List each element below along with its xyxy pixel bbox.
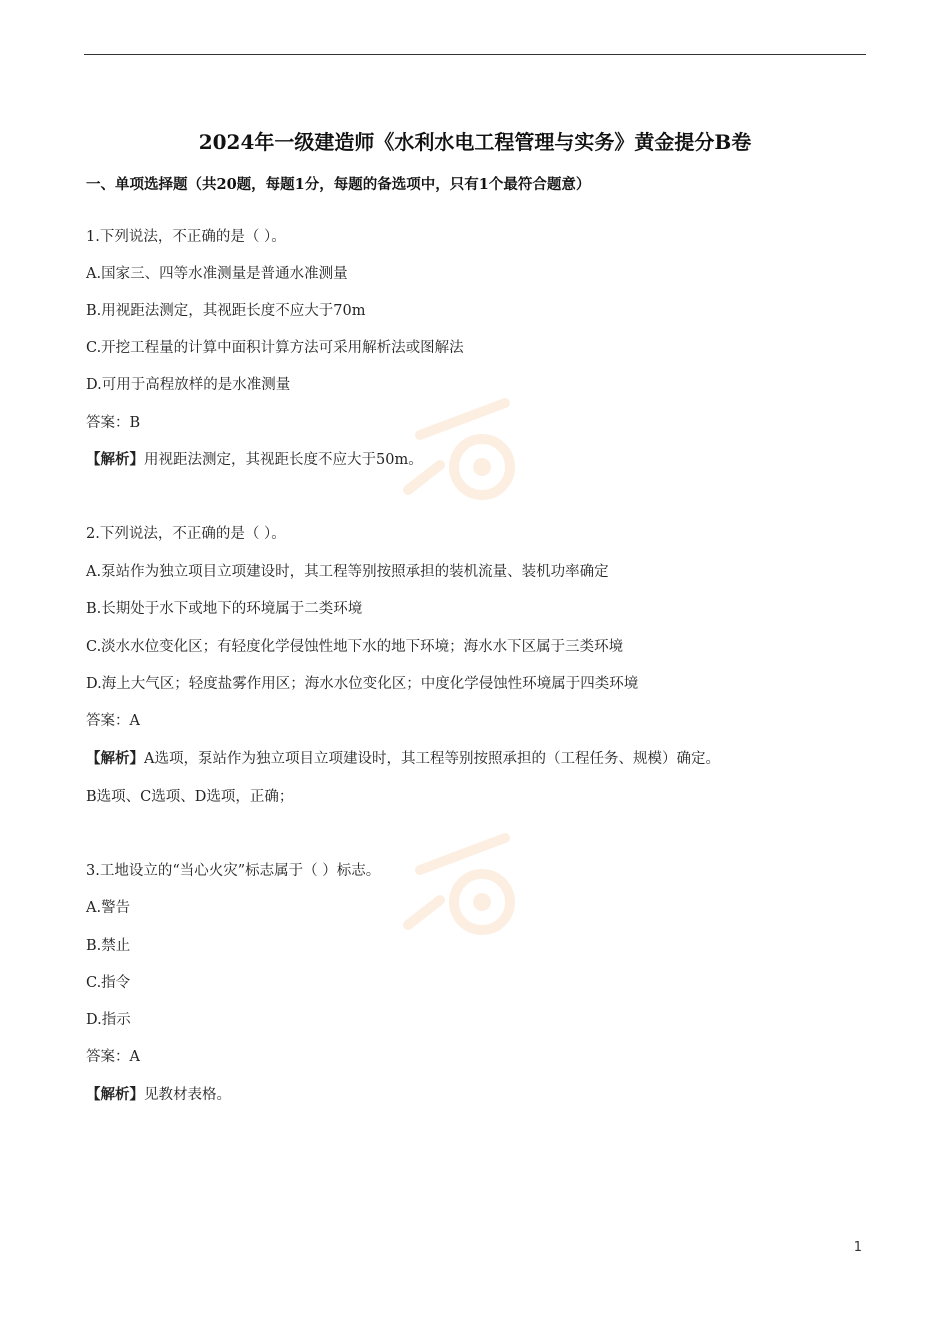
- analysis-label: 【解析】: [86, 750, 144, 767]
- question-1-analysis: [86, 448, 423, 469]
- question-1-stem: 1.下列说法，不正确的是（ ）。: [86, 229, 286, 245]
- question-1-option-d: D.可用于高程放样的是水准测量: [86, 377, 291, 393]
- question-3-option-d: D.指示: [86, 1012, 131, 1028]
- question-2-analysis-continued: B选项、C选项、D选项，正确；: [86, 789, 294, 805]
- question-1-answer: 答案：B: [86, 415, 141, 431]
- watermark-logo-icon: [400, 830, 530, 940]
- section-heading: 一、单项选择题（共20题，每题1分，每题的备选项中，只有1个最符合题意）: [86, 176, 591, 193]
- analysis-text: 见教材表格。: [144, 1087, 231, 1103]
- document-title: 2024年一级建造师《水利水电工程管理与实务》黄金提分B卷: [198, 130, 752, 154]
- analysis-label: 【解析】: [86, 451, 144, 468]
- analysis-text: A选项，泵站作为独立项目立项建设时，其工程等别按照承担的（工程任务、规模）确定。: [144, 751, 720, 767]
- question-1-option-a: A.国家三、四等水准测量是普通水准测量: [86, 266, 348, 282]
- question-3-option-a: A.警告: [86, 900, 131, 916]
- question-3-answer: 答案：A: [86, 1049, 140, 1065]
- question-2-option-d: D.海上大气区；轻度盐雾作用区；海水水位变化区；中度化学侵蚀性环境属于四类环境: [86, 676, 639, 692]
- question-2-analysis: [86, 747, 720, 768]
- question-3-analysis: [86, 1083, 231, 1104]
- analysis-label: 【解析】: [86, 1086, 144, 1103]
- page-number: 1: [853, 1240, 862, 1255]
- analysis-text: 用视距法测定，其视距长度不应大于50m。: [144, 452, 423, 468]
- question-3-option-c: C.指令: [86, 975, 131, 991]
- question-1-option-c: C.开挖工程量的计算中面积计算方法可采用解析法或图解法: [86, 340, 464, 356]
- question-3-stem: 3.工地设立的“当心火灾”标志属于（ ）标志。: [86, 863, 381, 879]
- question-2-option-c: C.淡水水位变化区；有轻度化学侵蚀性地下水的地下环境；海水水下区属于三类环境: [86, 639, 624, 655]
- question-2-option-b: B.长期处于水下或地下的环境属于二类环境: [86, 601, 363, 617]
- question-2-answer: 答案：A: [86, 713, 140, 729]
- question-2-stem: 2.下列说法，不正确的是（ ）。: [86, 526, 286, 542]
- question-2-option-a: A.泵站作为独立项目立项建设时，其工程等别按照承担的装机流量、装机功率确定: [86, 564, 609, 580]
- header-rule: [84, 54, 866, 55]
- question-1-option-b: B.用视距法测定，其视距长度不应大于70m: [86, 303, 366, 319]
- question-3-option-b: B.禁止: [86, 938, 131, 954]
